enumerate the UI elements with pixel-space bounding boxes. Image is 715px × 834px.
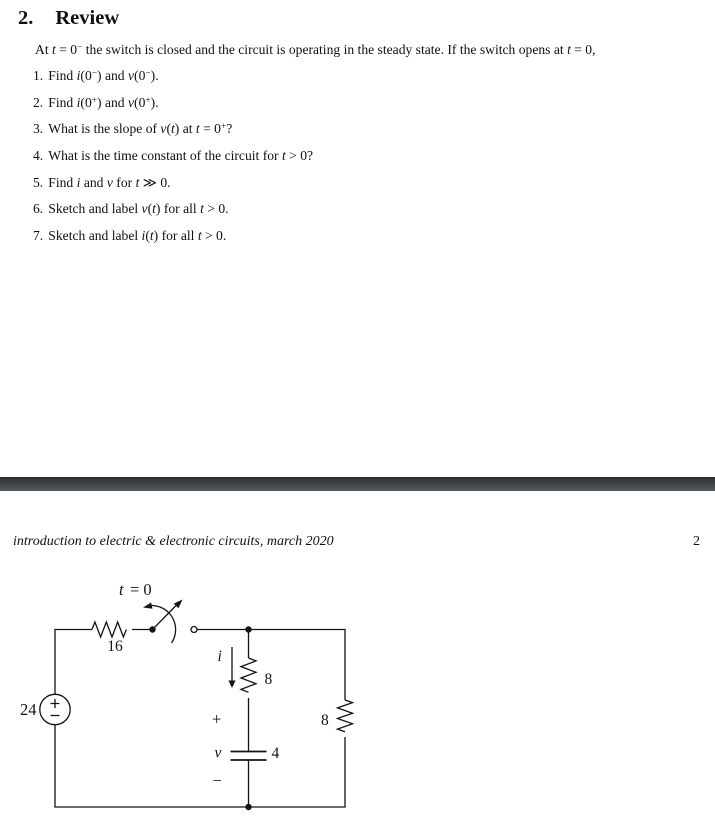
item-number: 6. <box>33 201 44 216</box>
voltage-plus-label: + <box>212 709 222 729</box>
switch-arc-arrow-icon <box>143 603 153 609</box>
item-number: 1. <box>33 68 44 83</box>
resistor-16-label: 16 <box>107 638 123 655</box>
source-plus-icon <box>51 699 60 708</box>
switch-time-eq-label: = 0 <box>130 580 152 599</box>
intro-paragraph: At t = 0− the switch is closed and the circuit is operating in the steady state. If the switch opens at t = 0, <box>35 42 596 57</box>
switch <box>143 600 197 644</box>
voltage-v-label: v <box>214 744 222 762</box>
circuit-diagram <box>20 580 353 810</box>
voltage-minus-label: − <box>212 771 222 790</box>
section-title-text: Review <box>55 7 120 29</box>
item-number: 3. <box>33 121 44 136</box>
item-number: 2. <box>33 95 44 110</box>
item-number: 7. <box>33 228 44 243</box>
node-dot-bottom <box>245 804 251 810</box>
item-text: Sketch and label v(t) for all t > 0. <box>48 201 229 216</box>
circuit-wires <box>55 630 345 808</box>
node-dot-top <box>245 626 251 632</box>
resistor-16 <box>92 622 126 637</box>
current-i-label: i <box>217 648 222 665</box>
current-arrow <box>228 647 235 688</box>
item-text: Find i(0+) and v(0+). <box>48 95 159 110</box>
item-text: Find i and v for t ≫ 0. <box>48 175 171 190</box>
footer-course-title: introduction to electric & electronic circuits, march 2020 <box>13 534 334 549</box>
item-number: 5. <box>33 175 44 190</box>
switch-open-contact <box>191 627 197 633</box>
item-number: 4. <box>33 148 44 163</box>
resistor-8-right-label: 8 <box>321 712 329 729</box>
resistor-8-middle <box>241 658 256 692</box>
footer-page-number: 2 <box>693 534 700 549</box>
item-text: Sketch and label i(t) for all t > 0. <box>48 228 227 243</box>
switch-blade <box>153 604 178 630</box>
item-text: What is the slope of v(t) at t = 0+? <box>48 121 233 136</box>
current-arrow-icon <box>228 681 235 689</box>
resistor-8-middle-label: 8 <box>264 671 273 688</box>
resistor-8-right <box>338 700 353 732</box>
item-text: Find i(0−) and v(0−). <box>48 68 159 83</box>
capacitor-value-label: 4 <box>271 745 280 762</box>
source-value-label: 24 <box>20 700 37 719</box>
switch-time-var-label: t <box>119 580 124 599</box>
capacitor <box>231 752 267 761</box>
item-text: What is the time constant of the circuit for t > 0? <box>48 148 314 163</box>
section-number: 2. <box>18 7 34 29</box>
voltage-source <box>40 694 70 724</box>
